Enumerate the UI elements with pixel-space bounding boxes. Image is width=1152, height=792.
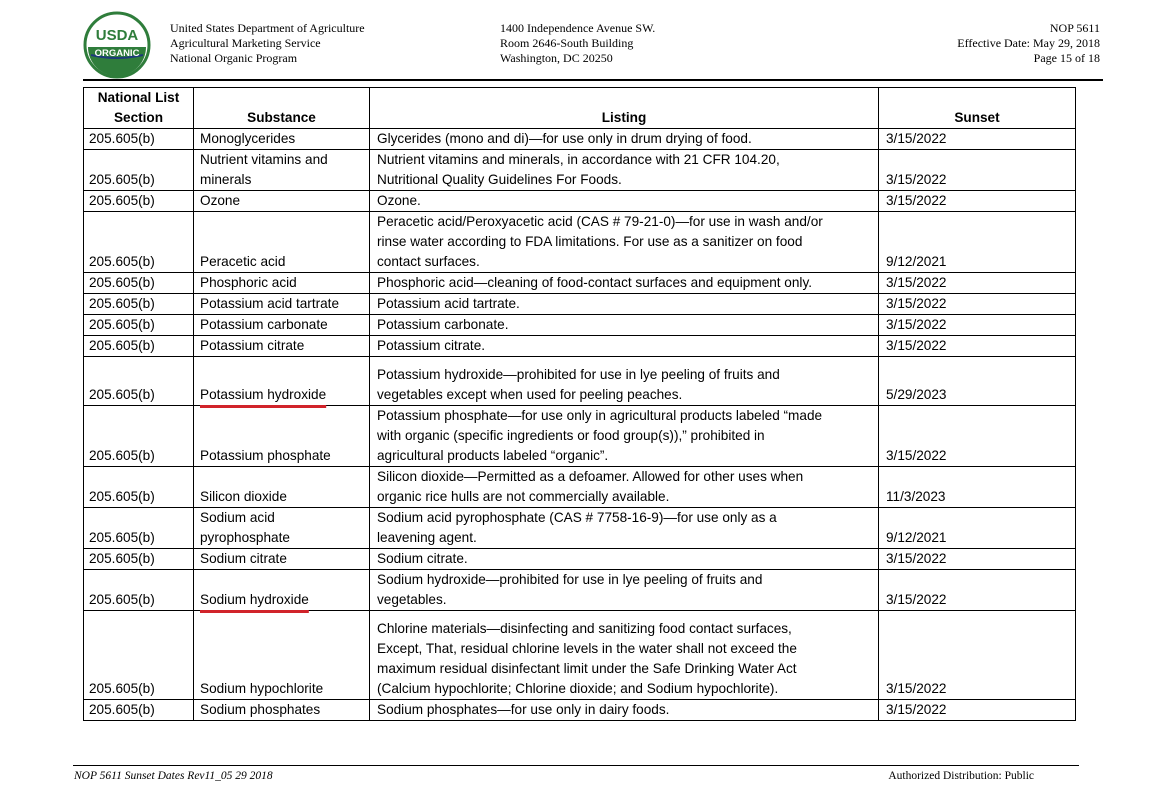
- sunset-cell: [879, 191, 1076, 212]
- section-text: 205.605(b): [89, 317, 155, 332]
- section-cell: [84, 467, 194, 508]
- listing-cell: [370, 549, 879, 570]
- table-row: [84, 570, 1076, 611]
- substance-line: pyrophosphate: [200, 530, 290, 545]
- substance-cell: [194, 129, 370, 150]
- table-row: [84, 549, 1076, 570]
- doc-number: NOP 5611: [1049, 21, 1100, 35]
- section-cell: [84, 336, 194, 357]
- sunset-date: 3/15/2022: [886, 681, 947, 696]
- sunset-date: 9/12/2021: [886, 530, 947, 545]
- substance-line: Phosphoric acid: [200, 275, 297, 290]
- sunset-date: 3/15/2022: [886, 551, 947, 566]
- table-row: [84, 611, 1076, 700]
- listing-line: Potassium hydroxide—prohibited for use in lye peeling of fruits and: [377, 367, 780, 382]
- sunset-cell: [879, 129, 1076, 150]
- substance-line: Sodium citrate: [200, 551, 287, 566]
- listing-line: vegetables.: [377, 592, 447, 607]
- sunset-cell: [879, 336, 1076, 357]
- listing-cell: [370, 273, 879, 294]
- listing-cell: [370, 315, 879, 336]
- substance-line: Potassium hydroxide: [200, 387, 327, 402]
- sunset-cell: [879, 406, 1076, 467]
- sunset-date: 3/15/2022: [886, 193, 947, 208]
- listing-cell: [370, 129, 879, 150]
- listing-line: Nutritional Quality Guidelines For Foods.: [377, 172, 622, 187]
- section-text: 205.605(b): [89, 338, 155, 353]
- header-section-line2: Section: [113, 110, 164, 125]
- section-cell: [84, 294, 194, 315]
- substance-cell: [194, 611, 370, 700]
- table-row: [84, 191, 1076, 212]
- listing-line: rinse water according to FDA limitations. For use as a sanitizer on food: [377, 234, 803, 249]
- section-cell: [84, 129, 194, 150]
- listing-line: Chlorine materials—disinfecting and sanitizing food contact surfaces,: [377, 621, 792, 636]
- footer-rule: [73, 765, 1079, 766]
- section-cell: [84, 700, 194, 721]
- listing-cell: [370, 191, 879, 212]
- substance-cell: [194, 150, 370, 191]
- sunset-date: 3/15/2022: [886, 172, 947, 187]
- sunset-date: 3/15/2022: [886, 338, 947, 353]
- listing-line: Glycerides (mono and di)—for use only in drum drying of food.: [377, 131, 752, 146]
- substance-line: Nutrient vitamins and: [200, 152, 328, 167]
- substance-line: Sodium acid: [200, 510, 275, 525]
- listing-cell: [370, 212, 879, 273]
- address-line-2: Room 2646-South Building: [500, 36, 634, 50]
- listing-cell: [370, 294, 879, 315]
- footer-doc-revision: NOP 5611 Sunset Dates Rev11_05 29 2018: [74, 770, 273, 782]
- sunset-date: 5/29/2023: [886, 387, 947, 402]
- sunset-cell: [879, 294, 1076, 315]
- listing-line: leavening agent.: [377, 530, 477, 545]
- section-text: 205.605(b): [89, 254, 155, 269]
- sunset-cell: [879, 315, 1076, 336]
- listing-line: Nutrient vitamins and minerals, in accordance with 21 CFR 104.20,: [377, 152, 780, 167]
- substance-cell: [194, 549, 370, 570]
- section-text: 205.605(b): [89, 489, 155, 504]
- listing-line: Ozone.: [377, 193, 421, 208]
- agency-line-2: Agricultural Marketing Service: [170, 36, 321, 50]
- sunset-cell: [879, 508, 1076, 549]
- header-listing: Listing: [370, 88, 879, 129]
- section-text: 205.605(b): [89, 592, 155, 607]
- listing-cell: [370, 150, 879, 191]
- listing-cell: [370, 700, 879, 721]
- table-row: [84, 406, 1076, 467]
- section-cell: [84, 406, 194, 467]
- listing-line: organic rice hulls are not commercially available.: [377, 489, 670, 504]
- logo-top-text: USDA: [95, 27, 139, 44]
- section-text: 205.605(b): [89, 296, 155, 311]
- sunset-cell: [879, 212, 1076, 273]
- section-cell: [84, 549, 194, 570]
- substance-line: Peracetic acid: [200, 254, 286, 269]
- substance-cell: [194, 273, 370, 294]
- listing-cell: [370, 467, 879, 508]
- listing-line: Sodium acid pyrophosphate (CAS # 7758-16-9)—for use only as a: [377, 510, 777, 525]
- section-cell: [84, 150, 194, 191]
- listing-line: Peracetic acid/Peroxyacetic acid (CAS # 79-21-0)—for use in wash and/or: [377, 214, 823, 229]
- section-cell: [84, 508, 194, 549]
- listing-cell: [370, 508, 879, 549]
- sunset-cell: [879, 700, 1076, 721]
- table-row: [84, 357, 1076, 406]
- section-cell: [84, 315, 194, 336]
- section-text: 205.605(b): [89, 681, 155, 696]
- listing-line: Phosphoric acid—cleaning of food-contact surfaces and equipment only.: [377, 275, 813, 290]
- section-cell: [84, 611, 194, 700]
- listing-line: Sodium citrate.: [377, 551, 468, 566]
- table-row: [84, 273, 1076, 294]
- substance-line: Monoglycerides: [200, 131, 296, 146]
- table-row: [84, 150, 1076, 191]
- table-row: [84, 212, 1076, 273]
- section-text: 205.605(b): [89, 448, 155, 463]
- table-row: [84, 294, 1076, 315]
- section-text: 205.605(b): [89, 530, 155, 545]
- substance-cell: [194, 570, 370, 611]
- listing-line: contact surfaces.: [377, 254, 480, 269]
- substance-line: Sodium phosphates: [200, 702, 321, 717]
- sunset-cell: [879, 549, 1076, 570]
- footer-distribution: Authorized Distribution: Public: [888, 770, 1034, 782]
- sunset-cell: [879, 467, 1076, 508]
- substance-line: Sodium hypochlorite: [200, 681, 324, 696]
- table-row: [84, 700, 1076, 721]
- substance-cell: [194, 294, 370, 315]
- table-row: [84, 336, 1076, 357]
- sunset-cell: [879, 570, 1076, 611]
- listing-line: Potassium carbonate.: [377, 317, 509, 332]
- sunset-cell: [879, 150, 1076, 191]
- listing-line: Potassium citrate.: [377, 338, 486, 353]
- substance-line: Potassium acid tartrate: [200, 296, 340, 311]
- section-text: 205.605(b): [89, 193, 155, 208]
- agency-line-1: United States Department of Agriculture: [170, 21, 365, 35]
- address-block: [500, 21, 655, 66]
- logo-bottom-text: ORGANIC: [94, 48, 140, 59]
- substance-line: Potassium phosphate: [200, 448, 331, 463]
- section-text: 205.605(b): [89, 172, 155, 187]
- substance-line: Potassium citrate: [200, 338, 305, 353]
- header-section-line1: National List: [97, 90, 180, 105]
- sunset-date: 3/15/2022: [886, 296, 947, 311]
- header-substance: Substance: [194, 88, 370, 129]
- listing-line: agricultural products labeled “organic”.: [377, 448, 609, 463]
- sunset-date: 3/15/2022: [886, 275, 947, 290]
- substance-cell: [194, 315, 370, 336]
- national-list-table: [83, 87, 1076, 721]
- table-row: [84, 315, 1076, 336]
- sunset-date: 11/3/2023: [886, 489, 946, 504]
- sunset-cell: [879, 273, 1076, 294]
- sunset-date: 9/12/2021: [886, 254, 947, 269]
- substance-cell: [194, 212, 370, 273]
- listing-cell: [370, 336, 879, 357]
- doc-info-block: [957, 21, 1100, 66]
- substance-cell: [194, 336, 370, 357]
- header-rule: [83, 79, 1103, 81]
- listing-cell: [370, 357, 879, 406]
- usda-organic-logo: [83, 11, 151, 79]
- table-header-row: [84, 88, 1076, 129]
- sunset-cell: [879, 611, 1076, 700]
- listing-cell: [370, 611, 879, 700]
- listing-cell: [370, 570, 879, 611]
- substance-cell: [194, 467, 370, 508]
- section-text: 205.605(b): [89, 275, 155, 290]
- listing-line: maximum residual disinfectant limit under the Safe Drinking Water Act: [377, 661, 797, 676]
- substance-cell: [194, 357, 370, 406]
- listing-line: vegetables except when used for peeling peaches.: [377, 387, 683, 402]
- section-text: 205.605(b): [89, 387, 155, 402]
- address-line-3: Washington, DC 20250: [500, 51, 613, 65]
- sunset-cell: [879, 357, 1076, 406]
- table-row: [84, 129, 1076, 150]
- listing-line: (Calcium hypochlorite; Chlorine dioxide; and Sodium hypochlorite).: [377, 681, 779, 696]
- listing-line: Potassium phosphate—for use only in agricultural products labeled “made: [377, 408, 823, 423]
- substance-cell: [194, 508, 370, 549]
- substance-line: Ozone: [200, 193, 241, 208]
- sunset-date: 3/15/2022: [886, 317, 947, 332]
- listing-cell: [370, 406, 879, 467]
- table-row: [84, 508, 1076, 549]
- agency-block: [170, 21, 365, 66]
- substance-line: minerals: [200, 172, 252, 187]
- listing-line: Sodium phosphates—for use only in dairy foods.: [377, 702, 670, 717]
- sunset-date: 3/15/2022: [886, 702, 947, 717]
- section-cell: [84, 212, 194, 273]
- listing-line: with organic (specific ingredients or food group(s)),” prohibited in: [377, 428, 765, 443]
- agency-line-3: National Organic Program: [170, 51, 298, 65]
- substance-cell: [194, 700, 370, 721]
- section-cell: [84, 191, 194, 212]
- substance-line: Potassium carbonate: [200, 317, 328, 332]
- header-sunset: Sunset: [879, 88, 1076, 129]
- sunset-date: 3/15/2022: [886, 131, 947, 146]
- listing-line: Sodium hydroxide—prohibited for use in lye peeling of fruits and: [377, 572, 763, 587]
- section-cell: [84, 570, 194, 611]
- substance-cell: [194, 406, 370, 467]
- listing-line: Potassium acid tartrate.: [377, 296, 520, 311]
- table-body: [84, 129, 1076, 721]
- sunset-date: 3/15/2022: [886, 592, 947, 607]
- page-number: Page 15 of 18: [1033, 51, 1100, 65]
- address-line-1: 1400 Independence Avenue SW.: [500, 21, 656, 35]
- section-cell: [84, 357, 194, 406]
- header-section: [84, 88, 194, 129]
- section-text: 205.605(b): [89, 131, 155, 146]
- substance-line: Sodium hydroxide: [200, 592, 309, 607]
- sunset-date: 3/15/2022: [886, 448, 947, 463]
- table-row: [84, 467, 1076, 508]
- listing-line: Except, That, residual chlorine levels in the water shall not exceed the: [377, 641, 797, 656]
- listing-line: Silicon dioxide—Permitted as a defoamer. Allowed for other uses when: [377, 469, 804, 484]
- effective-date: Effective Date: May 29, 2018: [957, 36, 1100, 50]
- section-text: 205.605(b): [89, 551, 155, 566]
- section-text: 205.605(b): [89, 702, 155, 717]
- substance-line: Silicon dioxide: [200, 489, 287, 504]
- section-cell: [84, 273, 194, 294]
- substance-cell: [194, 191, 370, 212]
